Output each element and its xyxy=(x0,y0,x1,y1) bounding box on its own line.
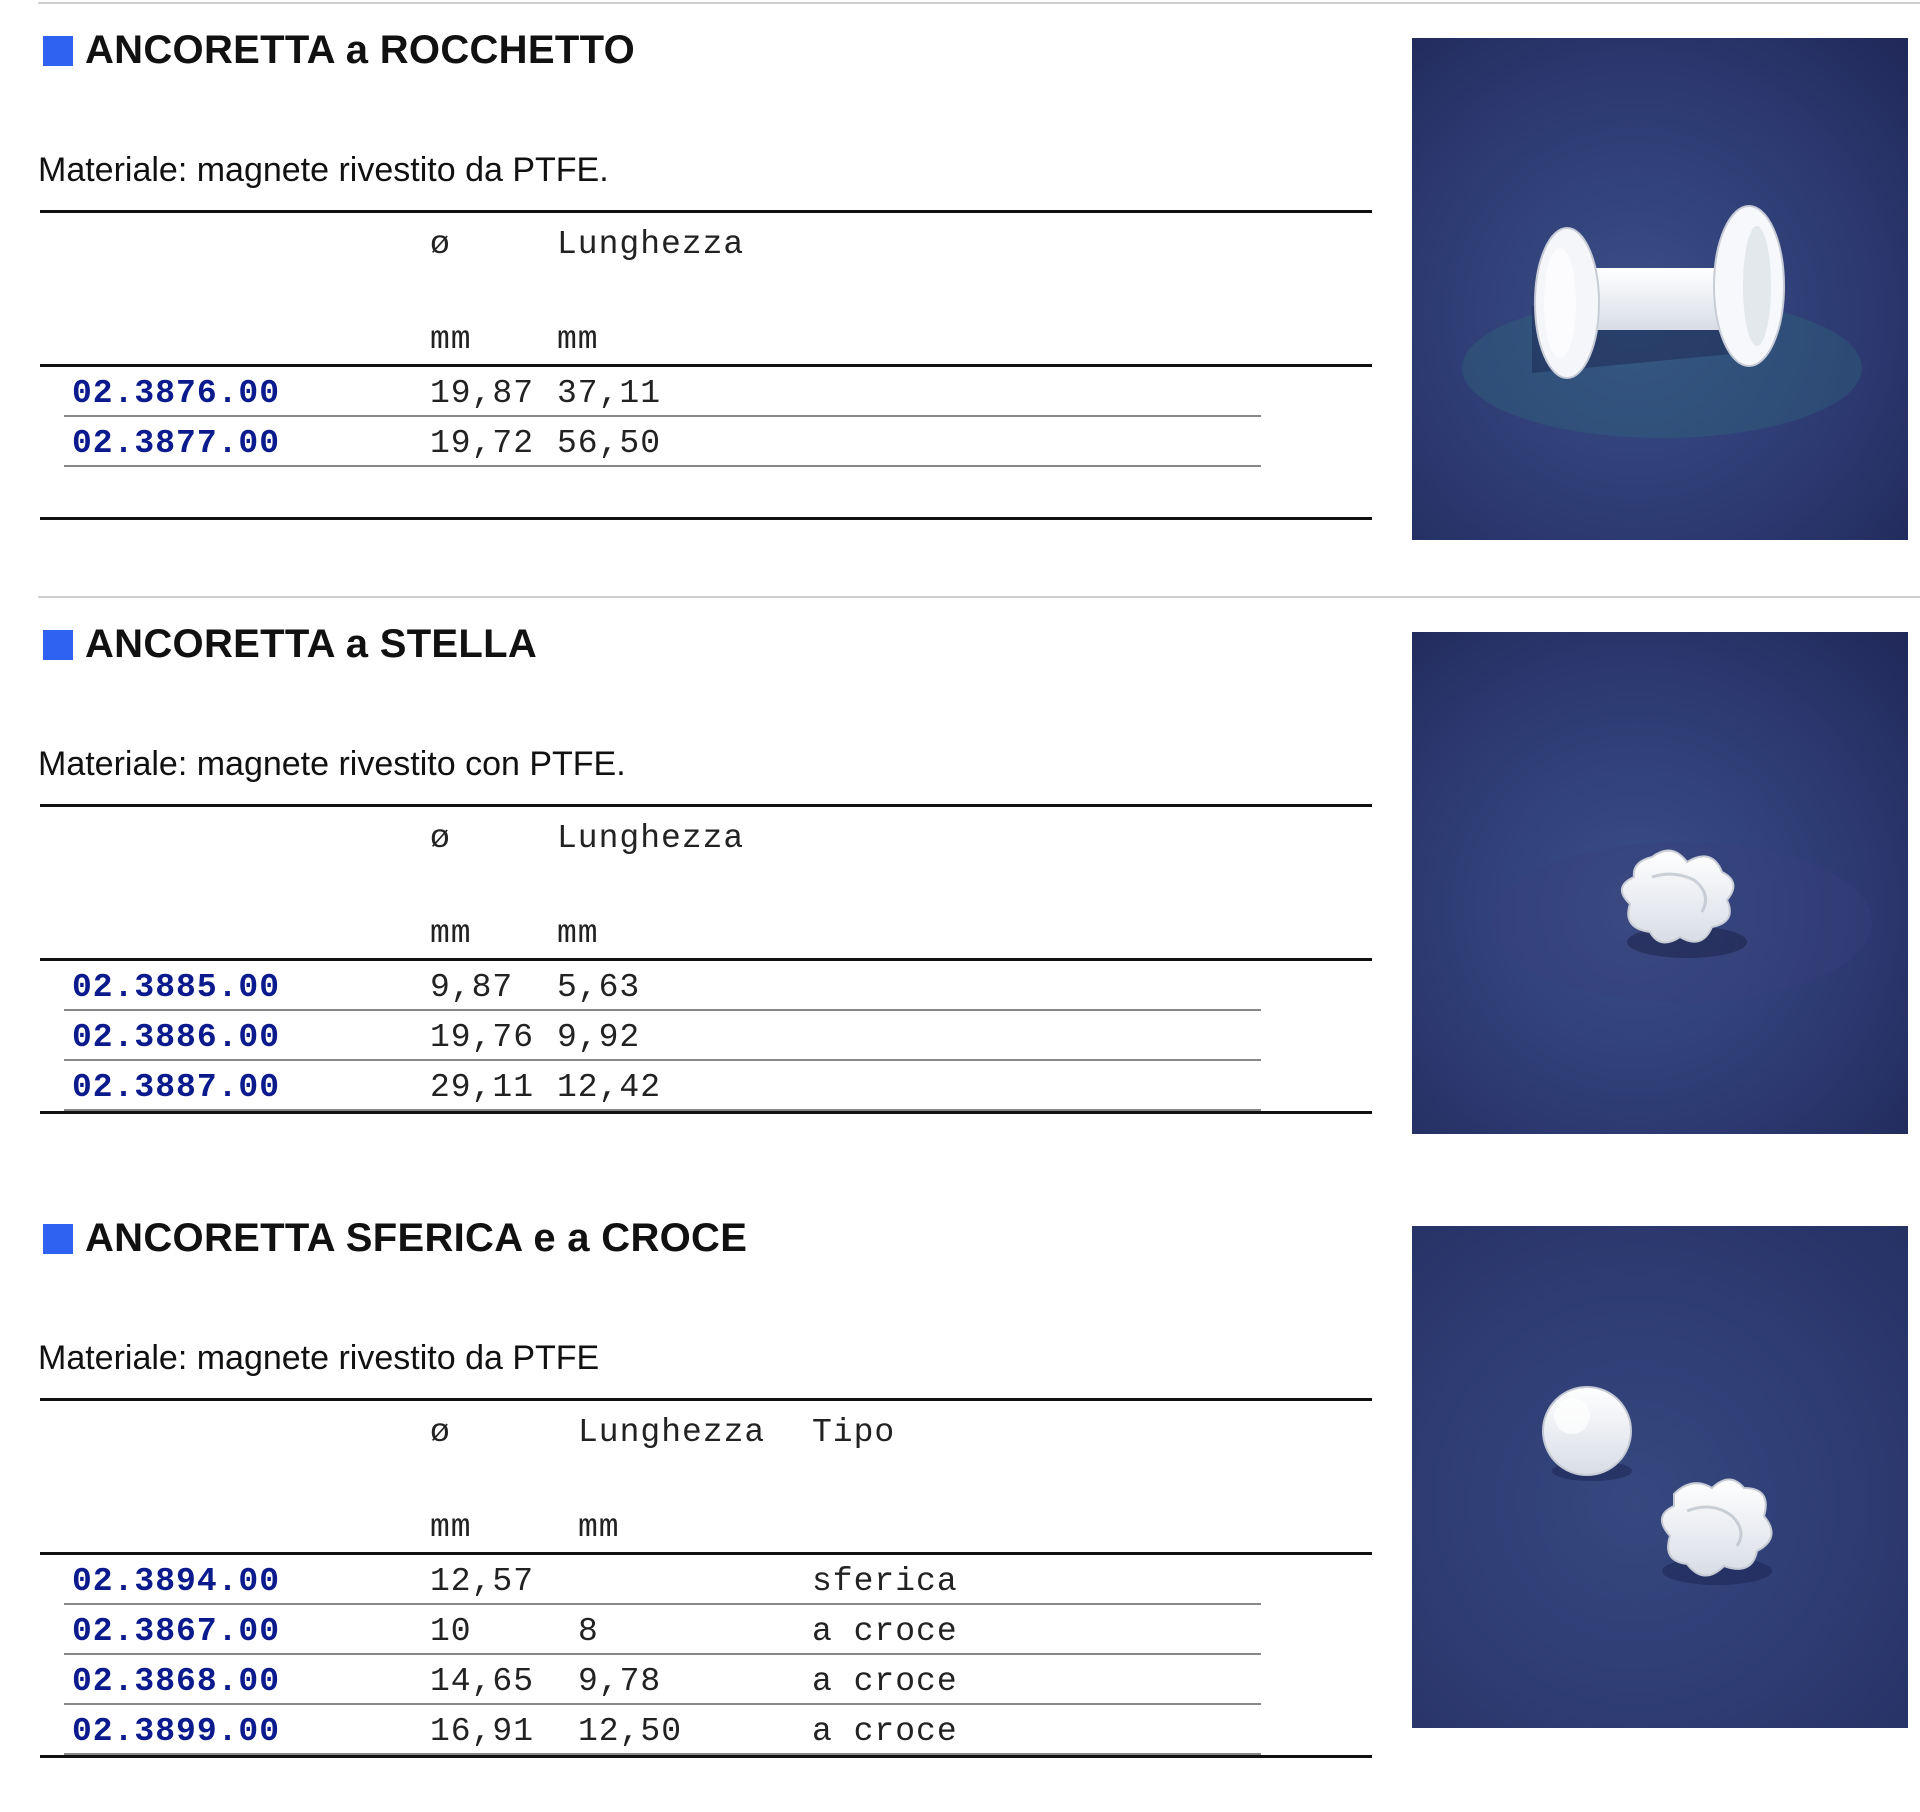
diameter-value: 14,65 xyxy=(430,1663,535,1700)
table-top-rule xyxy=(40,1398,1372,1401)
row-divider xyxy=(64,465,1261,467)
section-title: ANCORETTA SFERICA e a CROCE xyxy=(85,1216,748,1260)
header-type: Tipo xyxy=(812,1414,896,1451)
row-divider xyxy=(64,1653,1261,1655)
type-value: a croce xyxy=(812,1613,958,1650)
length-value: 12,50 xyxy=(578,1713,683,1750)
table-bottom-rule xyxy=(40,517,1372,520)
length-value: 12,42 xyxy=(557,1069,662,1106)
product-code[interactable]: 02.3885.00 xyxy=(72,969,281,1006)
section-bullet-icon xyxy=(43,630,73,660)
table-bottom-rule xyxy=(40,1111,1372,1114)
header-diameter: ø xyxy=(430,820,451,857)
table-header-rule xyxy=(40,1552,1372,1555)
diameter-value: 19,87 xyxy=(430,375,535,412)
product-code[interactable]: 02.3899.00 xyxy=(72,1713,281,1750)
length-value: 9,92 xyxy=(557,1019,641,1056)
section-star xyxy=(0,602,1920,1192)
header-diameter: ø xyxy=(430,226,451,263)
section-title: ANCORETTA a STELLA xyxy=(85,622,538,666)
product-code[interactable]: 02.3876.00 xyxy=(72,375,281,412)
row-divider xyxy=(64,1703,1261,1705)
table-bottom-rule xyxy=(40,1755,1372,1758)
header-length: Lunghezza xyxy=(557,820,745,857)
header-diameter: ø xyxy=(430,1414,451,1451)
material-text: Materiale: magnete rivestito da PTFE. xyxy=(38,151,609,189)
type-value: a croce xyxy=(812,1713,958,1750)
star-stir-bar-photo xyxy=(1412,632,1908,1134)
header-length: Lunghezza xyxy=(578,1414,766,1451)
material-text: Materiale: magnete rivestito da PTFE xyxy=(38,1339,600,1377)
row-divider xyxy=(64,1009,1261,1011)
sphere-and-cross-stir-bar-photo xyxy=(1412,1226,1908,1728)
product-code[interactable]: 02.3894.00 xyxy=(72,1563,281,1600)
product-code[interactable]: 02.3867.00 xyxy=(72,1613,281,1650)
diameter-value: 29,11 xyxy=(430,1069,535,1106)
table-top-rule xyxy=(40,804,1372,807)
product-code[interactable]: 02.3886.00 xyxy=(72,1019,281,1056)
unit-diameter: mm xyxy=(430,321,472,358)
section-bullet-icon xyxy=(43,1224,73,1254)
row-divider xyxy=(64,415,1261,417)
header-length: Lunghezza xyxy=(557,226,745,263)
table-header-rule xyxy=(40,364,1372,367)
section-divider xyxy=(38,596,1920,598)
product-code[interactable]: 02.3868.00 xyxy=(72,1663,281,1700)
row-divider xyxy=(64,1059,1261,1061)
unit-length: mm xyxy=(557,915,599,952)
length-value: 56,50 xyxy=(557,425,662,462)
type-value: sferica xyxy=(812,1563,958,1600)
section-sphere-cross xyxy=(0,1196,1920,1786)
unit-diameter: mm xyxy=(430,915,472,952)
section-title: ANCORETTA a ROCCHETTO xyxy=(85,28,636,72)
material-text: Materiale: magnete rivestito con PTFE. xyxy=(38,745,626,783)
length-value: 37,11 xyxy=(557,375,662,412)
diameter-value: 19,72 xyxy=(430,425,535,462)
section-bullet-icon xyxy=(43,36,73,66)
type-value: a croce xyxy=(812,1663,958,1700)
product-code[interactable]: 02.3877.00 xyxy=(72,425,281,462)
row-divider xyxy=(64,1603,1261,1605)
diameter-value: 10 xyxy=(430,1613,472,1650)
table-header-rule xyxy=(40,958,1372,961)
top-divider xyxy=(38,2,1920,4)
diameter-value: 19,76 xyxy=(430,1019,535,1056)
table-top-rule xyxy=(40,210,1372,213)
length-value: 9,78 xyxy=(578,1663,662,1700)
unit-diameter: mm xyxy=(430,1509,472,1546)
unit-length: mm xyxy=(578,1509,620,1546)
product-code[interactable]: 02.3887.00 xyxy=(72,1069,281,1106)
length-value: 8 xyxy=(578,1613,599,1650)
length-value: 5,63 xyxy=(557,969,641,1006)
unit-length: mm xyxy=(557,321,599,358)
diameter-value: 16,91 xyxy=(430,1713,535,1750)
spool-stir-bar-photo xyxy=(1412,38,1908,540)
diameter-value: 9,87 xyxy=(430,969,514,1006)
section-spool xyxy=(0,8,1920,598)
diameter-value: 12,57 xyxy=(430,1563,535,1600)
